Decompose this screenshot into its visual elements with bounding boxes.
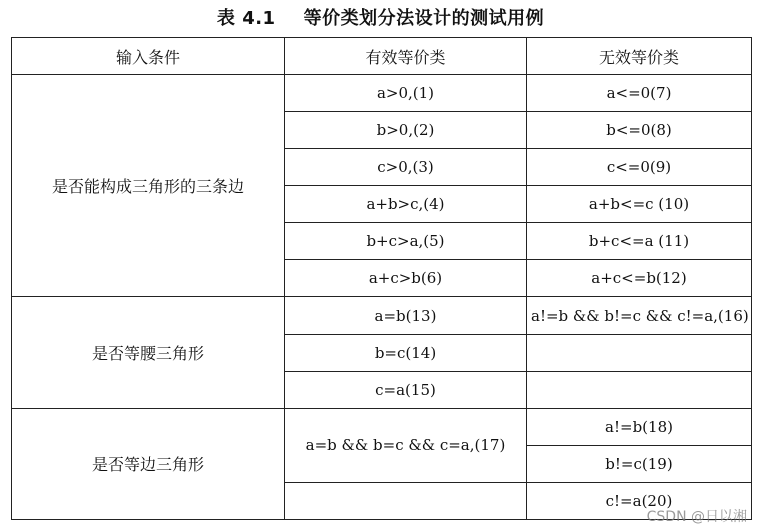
header-input-condition: 输入条件 bbox=[12, 38, 285, 75]
invalid-cell: b!=c(19) bbox=[527, 445, 752, 482]
header-row bbox=[12, 38, 752, 75]
valid-cell: c>0,(3) bbox=[285, 149, 527, 186]
header-valid-class: 有效等价类 bbox=[285, 38, 527, 75]
invalid-cell: a+c<=b(12) bbox=[527, 260, 752, 297]
invalid-cell: a+b<=c (10) bbox=[527, 186, 752, 223]
valid-cell: a=b(13) bbox=[285, 297, 527, 334]
table-row bbox=[12, 408, 752, 445]
valid-cell: a>0,(1) bbox=[285, 75, 527, 112]
valid-cell: a=b && b=c && c=a,(17) bbox=[285, 408, 527, 482]
valid-cell: a+b>c,(4) bbox=[285, 186, 527, 223]
valid-cell: a+c>b(6) bbox=[285, 260, 527, 297]
table-row bbox=[12, 297, 752, 334]
condition-triangle-sides: 是否能构成三角形的三条边 bbox=[12, 75, 285, 297]
invalid-cell: b+c<=a (11) bbox=[527, 223, 752, 260]
invalid-cell: a!=b(18) bbox=[527, 408, 752, 445]
valid-cell bbox=[285, 482, 527, 519]
valid-cell: c=a(15) bbox=[285, 371, 527, 408]
valid-cell: b=c(14) bbox=[285, 334, 527, 371]
invalid-cell bbox=[527, 334, 752, 371]
table-title: 等价类划分法设计的测试用例 bbox=[303, 8, 545, 29]
condition-isosceles: 是否等腰三角形 bbox=[12, 297, 285, 408]
invalid-cell: c<=0(9) bbox=[527, 149, 752, 186]
header-invalid-class: 无效等价类 bbox=[527, 38, 752, 75]
watermark: CSDN @日以湘 bbox=[646, 509, 747, 525]
invalid-cell: c!=a(20) bbox=[527, 482, 752, 519]
table-caption bbox=[0, 6, 761, 32]
valid-cell: b+c>a,(5) bbox=[285, 223, 527, 260]
equivalence-class-table bbox=[11, 37, 752, 520]
valid-cell: b>0,(2) bbox=[285, 112, 527, 149]
table-row bbox=[12, 75, 752, 112]
table-number: 表 4.1 bbox=[216, 8, 276, 29]
invalid-cell: a<=0(7) bbox=[527, 75, 752, 112]
invalid-cell: a!=b && b!=c && c!=a,(16) bbox=[527, 297, 752, 334]
invalid-cell: b<=0(8) bbox=[527, 112, 752, 149]
invalid-cell bbox=[527, 371, 752, 408]
condition-equilateral: 是否等边三角形 bbox=[12, 408, 285, 519]
